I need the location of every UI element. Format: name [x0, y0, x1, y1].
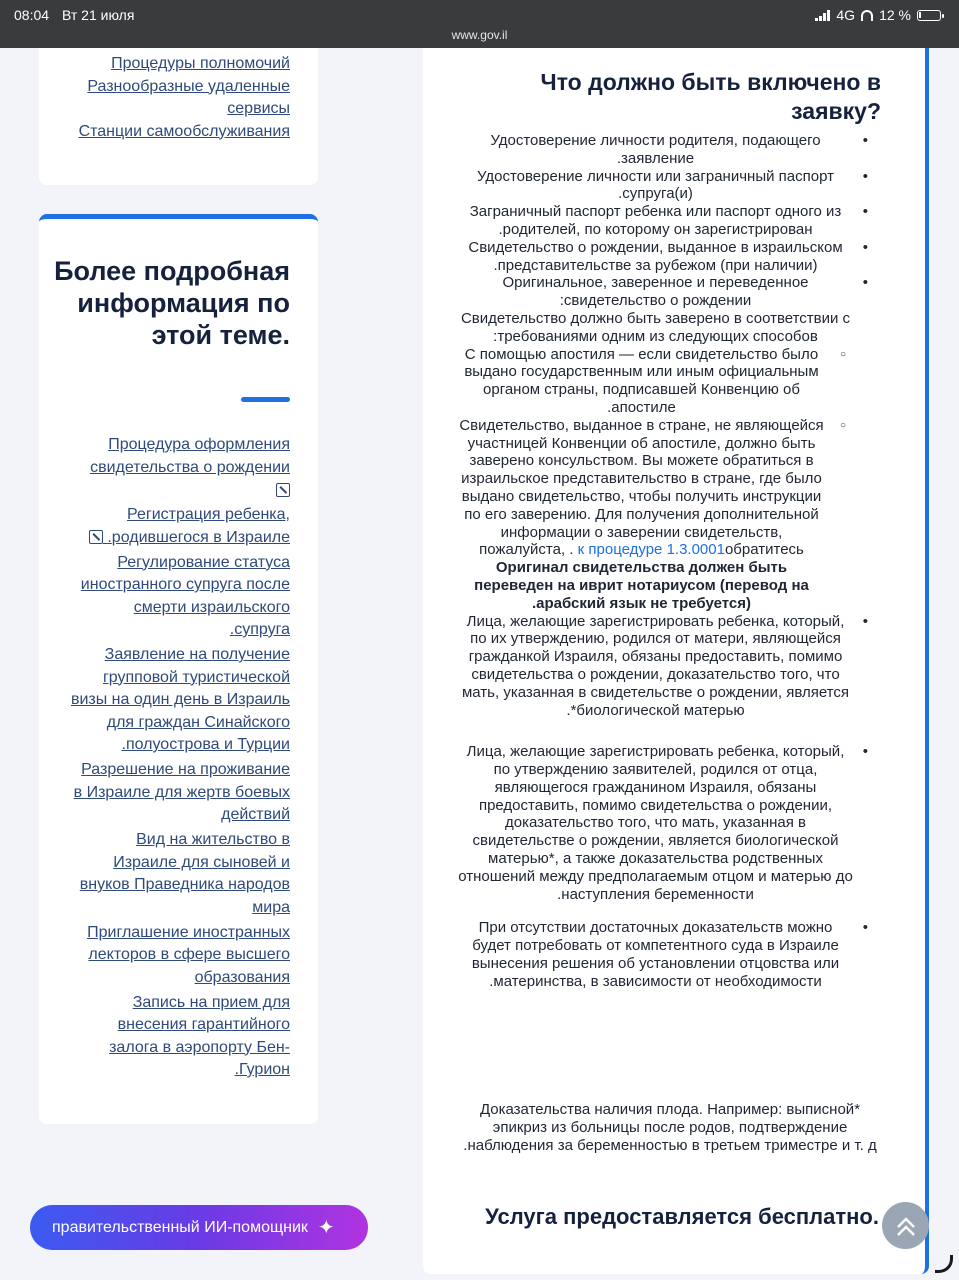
double-chevron-up-icon — [894, 1214, 918, 1238]
link-foreign-spouse-status[interactable]: Регулирование статуса иностранного супруга после смерти израильского супруга. — [80, 553, 290, 638]
sub-list-item: ○ С помощью апостиля — если свидетельство было выдано государственным или иным официальным органом страны, подписавшей Конвенцию об апостиле. — [458, 346, 825, 417]
battery-icon — [917, 10, 941, 21]
required-documents-list — [458, 132, 853, 991]
external-link-icon — [89, 530, 103, 544]
link-child-registration[interactable]: Регистрация ребенка, родившегося в Израиле. — [70, 504, 290, 549]
list-item-certificate: • Оригинальное, заверенное и переведенное свидетельство о рождении: Свидетельство должно быть заверено в соответствии с требованиями одним из следующих способов: ○ С помощью апостиля — если свидетельство было выдано государственным или иным официальным органом страны, подписавшей Конвенцию об апостиле. ○ Свидетельство, выданное в стране, не являющейся участницей Конвенции об апостиле, должно быть заверено консульством. Вы можете обратиться в израильское представительство в стране, где было выдано свидетельство, чтобы получить инструкции по его заверению. Для получения дополнительной информации о заверении свидетельств, пожалуйста, . к процедуре 1.3.0001обратитесь Оригинал свидетельства должен быть переведен на иврит нотариусом (перевод на арабский язык не требуется). — [458, 274, 853, 612]
link-hostility-victims-residence[interactable]: Разрешение на проживание в Израиле для жертв боевых действий — [73, 761, 290, 823]
certification-intro: Свидетельство должно быть заверено в соответствии с требованиями одним из следующих способов: — [460, 309, 851, 345]
more-info-text: Для получения дополнительной информации о заверении свидетельств, пожалуйста, — [479, 505, 819, 559]
footnote: *Доказательства наличия плода. Например: выписной эпикриз из больницы после родов, подтверждение наблюдения за беременностью в третьем триместре и т. д. — [463, 1101, 877, 1154]
certification-methods — [458, 346, 825, 613]
status-time: 08:04 — [14, 7, 50, 23]
list-item: • Удостоверение личности родителя, подающего заявление. — [458, 132, 853, 168]
more-info-card — [39, 214, 318, 1124]
network-type: 4G — [836, 7, 856, 23]
status-bar — [0, 0, 959, 48]
battery-text: 12 % — [879, 7, 911, 23]
list-item: • Заграничный паспорт ребенка или паспорт одного из родителей, по которому он зарегистрирован. — [458, 203, 853, 239]
ai-assistant-button[interactable] — [30, 1205, 368, 1250]
more-info-title: Более подробная информация по этой теме. — [54, 256, 290, 350]
title-underline — [241, 397, 290, 402]
link-airport-deposit-appointment[interactable]: Запись на прием для внесения гарантийного залога в аэропорту Бен-Гурион. — [109, 993, 290, 1078]
external-link-icon — [276, 483, 290, 497]
link-remote-services[interactable]: Разнообразные удаленные сервисы — [87, 77, 290, 117]
list-item: • Удостоверение личности или заграничный паспорт супруга(и). — [458, 168, 853, 204]
list-item: • При отсутствии достаточных доказательств можно будет потребовать от компетентного суда в Израиле вынесения решения об установлении отцовства или материнства, в зависимости от необходимости. — [458, 919, 853, 990]
status-date: Вт 21 июля — [62, 7, 135, 23]
list-item: • Лица, желающие зарегистрировать ребенка, который, по утверждению заявителей, родился от отца, являющегося гражданином Израиля, обязаны предоставить, помимо свидетельства о рождении, доказательство того, что мать, указанная в свидетельстве о рождении, является биологической матерью*, а также доказательства родственных отношений между предполагаемым отцом и матерью до наступления беременности. — [458, 743, 853, 903]
ai-assistant-label: правительственный ИИ-помощник — [52, 1218, 308, 1236]
contact-text: Вы можете обратиться в израильское представительство в стране, где было выдано свидетельство, чтобы получить инструкции по его заверению. — [461, 452, 822, 523]
sparkle-icon: ✦ — [317, 1217, 335, 1239]
headphones-icon — [861, 10, 873, 21]
address-bar-url[interactable]: www.gov.il — [451, 28, 508, 42]
procedure-link[interactable]: к процедуре 1.3.0001 — [577, 541, 725, 559]
section-heading: Что должно быть включено в заявку? — [540, 69, 881, 124]
link-birth-certificate[interactable]: Процедура оформления свидетельства о рождении — [70, 434, 290, 502]
scroll-indicator — [935, 1255, 953, 1273]
link-righteous-residence[interactable]: Вид на жительство в Израиле для сыновей и внуков Праведника народов мира — [79, 831, 290, 916]
status-indicators — [815, 7, 941, 23]
application-contents-card — [423, 48, 929, 1274]
translation-note: Оригинал свидетельства должен быть переведен на иврит нотариусом (перевод на арабский язык не требуется). — [474, 559, 809, 612]
sub-list-item: ○ Свидетельство, выданное в стране, не являющейся участницей Конвенции об апостиле, должно быть заверено консульством. Вы можете обратиться в израильское представительство в стране, где было выдано свидетельство, чтобы получить инструкции по его заверению. Для получения дополнительной информации о заверении свидетельств, пожалуйста, . к процедуре 1.3.0001обратитесь Оригинал свидетельства должен быть переведен на иврит нотариусом (перевод на арабский язык не требуется). — [458, 417, 825, 613]
link-group-tourist-visa[interactable]: Заявление на получение групповой туристической визы на один день в Израиль для граждан Синайского полуострова и Турции. — [70, 646, 290, 753]
list-item: • Лица, желающие зарегистрировать ребенка, который, по их утверждению, родился от матери, являющейся гражданкой Израиля, обязаны предоставить, помимо свидетельства о рождении, доказательство того, что мать, указанная в свидетельстве о рождении, является биологической матерью*. — [458, 613, 853, 720]
link-foreign-lecturers[interactable]: Приглашение иностранных лекторов в сфере высшего образования — [87, 923, 290, 986]
services-links — [60, 53, 290, 143]
scroll-to-top-button[interactable] — [882, 1202, 929, 1249]
link-self-service-stations[interactable]: Станции самообслуживания — [78, 122, 290, 140]
list-item: • Свидетельство о рождении, выданное в израильском представительстве за рубежом (при наличии). — [458, 239, 853, 275]
services-card — [39, 48, 318, 185]
more-info-links — [70, 434, 290, 1084]
link-procedures-authority[interactable]: Процедуры полномочий — [111, 55, 290, 72]
free-service-note: Услуга предоставляется бесплатно. — [485, 1204, 879, 1229]
signal-icon — [815, 10, 830, 21]
